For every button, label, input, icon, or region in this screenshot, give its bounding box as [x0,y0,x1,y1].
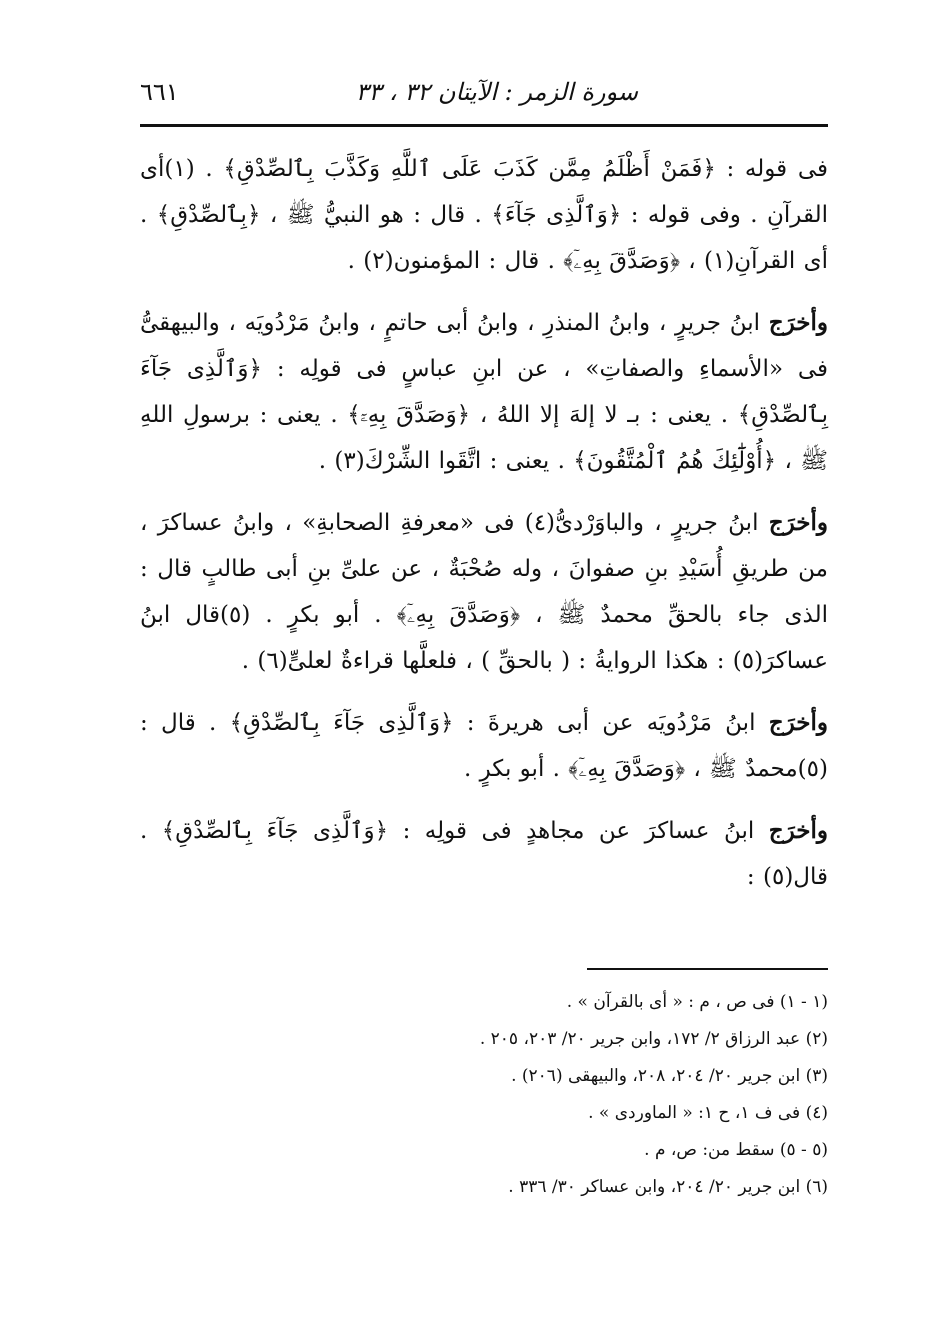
paragraph-lead: وأخرَج [768,509,828,536]
paragraph-2 [140,300,828,484]
footnote: (١ - ١) فى ص ، م : « أى بالقرآن » . [566,992,828,1012]
header-rule [140,124,828,127]
footnotes [140,984,828,1206]
footnote: (٦) ابن جرير ٢٠/ ٢٠٤، وابن عساكر ٣٠/ ٣٣٦ . [508,1177,828,1197]
paragraph-lead: وأخرَج [768,309,828,336]
paragraph-5 [140,808,828,900]
footnote: (٥ - ٥) سقط من: ص، م . [644,1140,828,1160]
paragraph-text: ابنُ مَرْدُويَه عن أبى هريرةَ : ﴿وَٱلَّذِى جَآءَ بِٱلصِّدْقِ﴾ . قال : (٥)محمدٌ ﷺ ، ﴿وَصَدَّقَ بِهِۦٓ﴾ . أبو بكرٍ . [140,710,828,782]
header-title: سورة الزمر : الآيتان ٣٢ ، ٣٣ [355,78,638,106]
paragraph-4 [140,700,828,792]
footnote: (٣) ابن جرير ٢٠/ ٢٠٤، ٢٠٨، والبيهقى (٢٠٦) . [511,1066,828,1086]
footnote: (٤) فى ف ١، ح ١: « الماوردى » . [588,1103,828,1123]
paragraph-lead: وأخرَج [768,709,828,736]
running-header [140,78,828,118]
paragraph-text: ابنُ جريرٍ ، وابنُ المنذرِ ، وابنُ أبى حاتمٍ ، وابنُ مَرْدُويَه ، والبيهقىُّ فى «الأسماءِ والصفاتِ» ، عن ابنِ عباسٍ فى قولِه : ﴿وَٱلَّذِى جَآءَ بِٱلصِّدْقِ﴾ . يعنى : بـ لا إلهَ إلا اللهُ ، ﴿وَصَدَّقَ بِهِۦٓ﴾ . يعنى : برسولِ اللهِ ﷺ ، ﴿أُوْلَٰٓئِكَ هُمُ ٱلْمُتَّقُونَ﴾ . يعنى : اتَّقَوا الشِّرْكَ(٣) . [140,310,828,474]
footnote-rule [587,968,828,970]
main-text [140,146,828,900]
paragraph-text: ابنُ جريرٍ ، والباوَرْدىُّ(٤) فى «معرفةِ الصحابةِ» ، وابنُ عساكرَ ، من طريقِ أُسَيْدِ بنِ صفوانَ ، وله صُحْبَةٌ ، عن علىِّ بنِ أبى طالبٍ قال : الذى جاء بالحقِّ محمدٌ ﷺ ، ﴿وَصَدَّقَ بِهِۦٓ﴾ . أبو بكرٍ . (٥)قال ابنُ عساكرَ(٥) : هكذا الروايةُ : ( بالحقِّ ) ، فلعلَّها قراءةٌ لعلىٍّ(٦) . [140,510,828,674]
paragraph-3 [140,500,828,684]
paragraph-1 [140,146,828,284]
page-number: ٦٦١ [140,78,179,106]
footnote: (٢) عبد الرزاق ٢/ ١٧٢، وابن جرير ٢٠/ ٢٠٣، ٢٠٥ . [479,1029,828,1049]
paragraph-text: ابنُ عساكرَ عن مجاهدٍ فى قولِه : ﴿وَٱلَّذِى جَآءَ بِٱلصِّدْقِ﴾ . قال(٥) : [140,818,828,890]
paragraph-lead: وأخرَج [768,817,828,844]
paragraph-text: فى قوله : ﴿فَمَنْ أَظْلَمُ مِمَّن كَذَبَ عَلَى ٱللَّهِ وَكَذَّبَ بِٱلصِّدْقِ﴾ . (١)أى القرآنِ . وفى قوله : ﴿وَٱلَّذِى جَآءَ﴾ . قال : هو النبيُّ ﷺ ، ﴿بِٱلصِّدْقِ﴾ . أى القرآنِ(١) ، ﴿وَصَدَّقَ بِهِۦٓ﴾ . قال : المؤمنون(٢) . [140,156,828,274]
